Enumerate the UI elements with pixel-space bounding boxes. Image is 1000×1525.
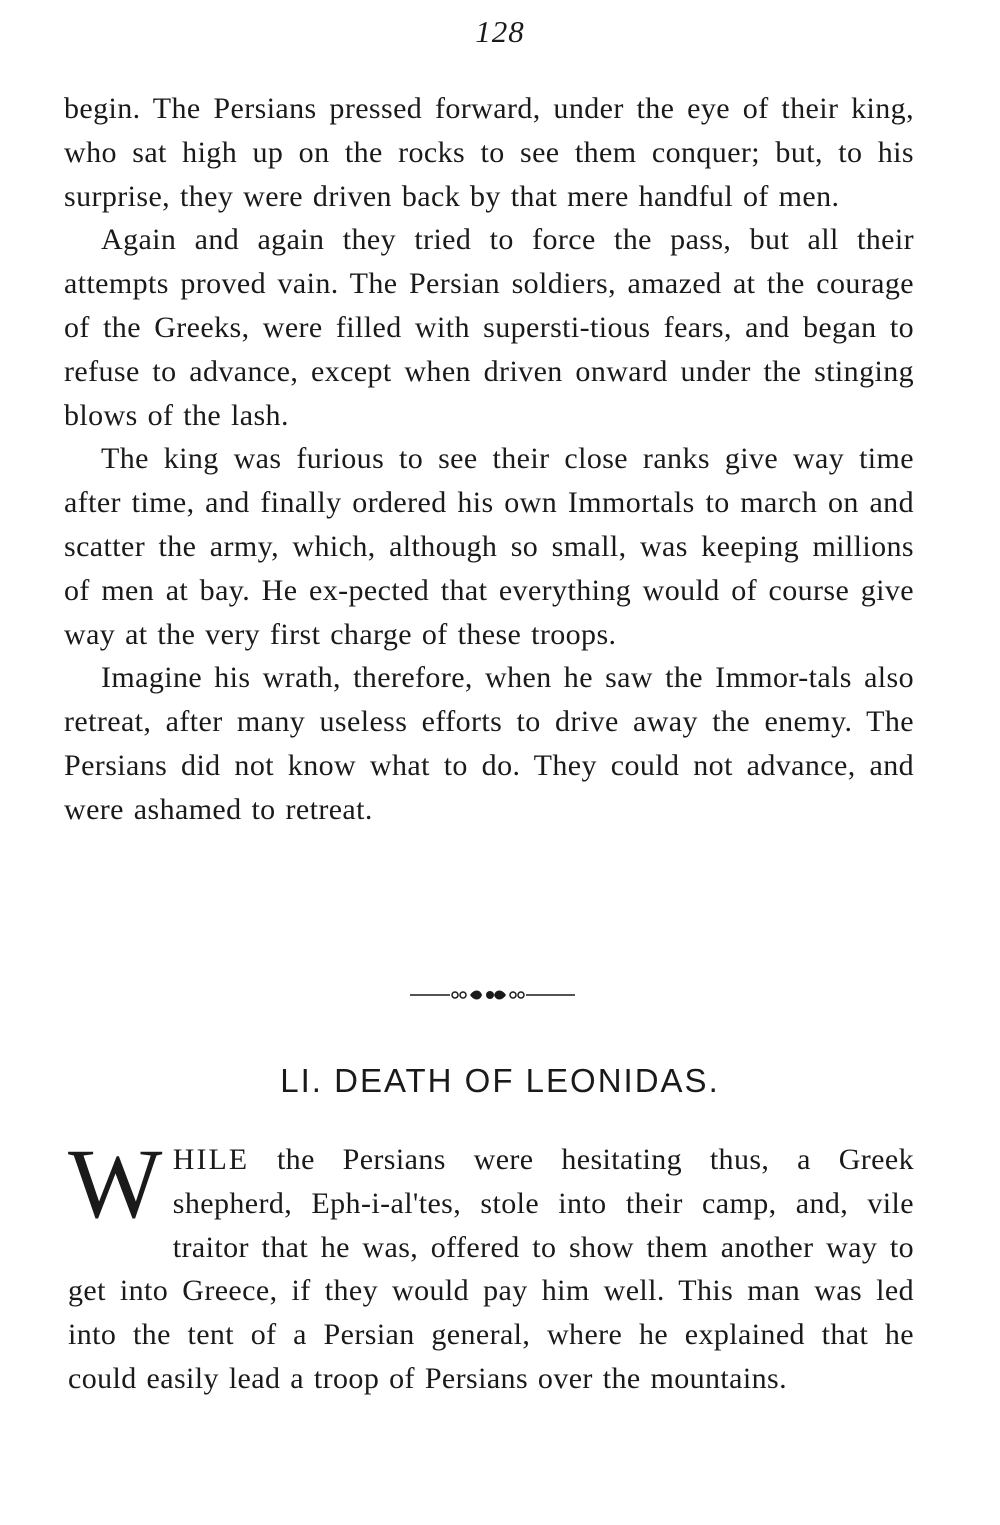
paragraph: Again and again they tried to force the pass, but all their attempts proved vain. The Persian soldiers, amazed at the courage of the Greeks, were filled with supersti-tious fears, and began to refuse to advance, except when driven onward under the stinging blows of the lash. <box>64 223 914 432</box>
opening-paragraph-text: the Persians were hesitating thus, a Greek shepherd, Eph-i-al'tes, stole into their camp, and, vile traitor that he was, offered to show them another way to get into Greece, if they would pay him well. This man was led into the tent of a Persian general, where he explained that he could easily lead a troop of Persians over the mountains. <box>68 1143 914 1395</box>
paragraph-continuation: begin. The Persians pressed forward, under the eye of their king, who sat high up on the rocks to see them conquer; but, to his surprise, they were driven back by that mere handful of men. <box>64 92 914 213</box>
paragraph: Imagine his wrath, therefore, when he saw the Immor-tals also retreat, after many useless efforts to drive away the enemy. The Persians did not know what to do. They could not advance, and were ashamed to retreat. <box>64 661 914 826</box>
opening-caps: HILE <box>172 1143 250 1176</box>
drop-cap: W <box>68 1128 163 1239</box>
paragraph: The king was furious to see their close ranks give way time after time, and finally ordered his own Immortals to march on and scatter the army, which, although so small, was keeping millions of men at bay. He ex-pected that everything would of course give way at the very first charge of these troops. <box>64 442 914 651</box>
upper-body-text <box>64 87 914 832</box>
section-divider-ornament <box>410 985 580 1005</box>
chapter-body-text <box>68 1128 914 1401</box>
chapter-opening-paragraph <box>68 1128 914 1401</box>
chapter-heading: LI. DEATH OF LEONIDAS. <box>280 1062 720 1099</box>
page-number: 128 <box>475 14 525 49</box>
